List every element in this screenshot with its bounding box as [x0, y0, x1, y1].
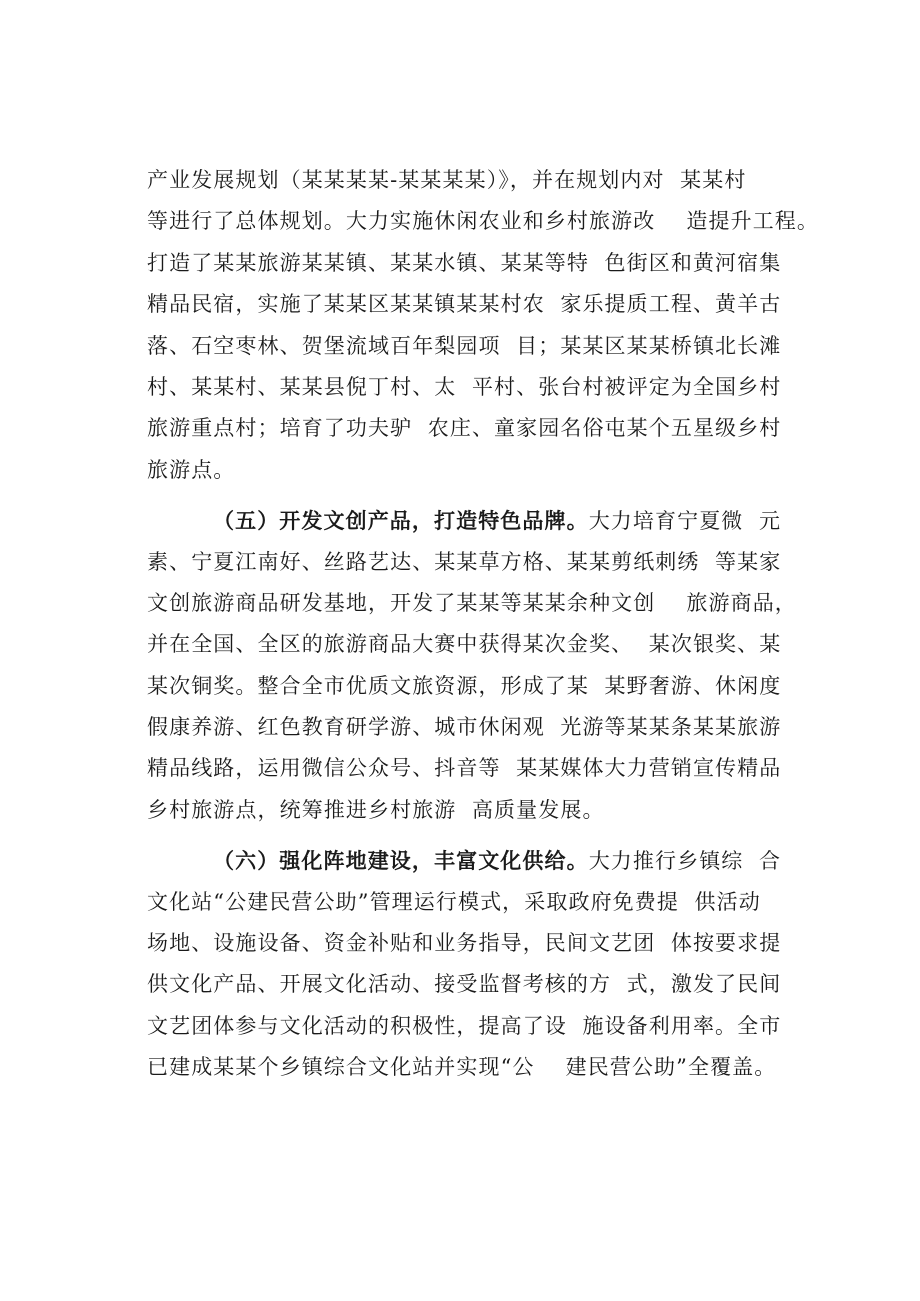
text-line: 精品民宿，实施了某某区某某镇某某村农 家乐提质工程、黄羊古: [147, 292, 782, 317]
text-line: 等进行了总体规划。大力实施休闲农业和乡村旅游改 造提升工程。: [147, 209, 819, 234]
section-heading-5: （五）开发文创产品，打造特色品牌。: [213, 508, 589, 534]
paragraph-gap: [147, 831, 837, 840]
text-line: 村、某某村、某某县倪丁村、太 平村、张台村被评定为全国乡村: [147, 374, 782, 399]
text-line: 打造了某某旅游某某镇、某某水镇、某某等特 色街区和黄河宿集: [147, 250, 782, 275]
text-line: 旅游重点村；培育了功夫驴 农庄、童家园名俗屯某个五星级乡村: [147, 416, 782, 441]
text-line: 场地、设施设备、资金补贴和业务指导，民间文艺团 体按要求提: [147, 931, 782, 956]
text-line: 文创旅游商品研发基地，开发了某某等某某余种文创 旅游商品，: [147, 590, 797, 615]
paragraph-gap: [147, 491, 837, 500]
text-line: 旅游点。: [147, 457, 236, 482]
text-line: 文艺团体参与文化活动的积极性，提高了设 施设备利用率。全市: [147, 1013, 782, 1038]
paragraph-first-line: [147, 840, 837, 881]
text-line: 假康养游、红色教育研学游、城市休闲观 光游等某某条某某旅游: [147, 715, 782, 740]
section-heading-6: （六）强化阵地建设，丰富文化供给。: [213, 848, 589, 874]
paragraph-rural-tourism: [147, 160, 837, 491]
text-line: 素、宁夏江南好、丝路艺达、某某草方格、某某剪纸刺绣 等某家: [147, 549, 782, 574]
text-line: 已建成某某个乡镇综合文化站并实现“公 建民营公助”全覆盖。: [147, 1055, 777, 1080]
text-line: 产业发展规划（某某某某-某某某某）》，并在规划内对 某某村: [147, 168, 747, 192]
text-line: 乡村旅游点，统筹推进乡村旅游 高质量发展。: [147, 797, 605, 822]
document-body: [147, 160, 837, 1089]
text-run: 大力推行乡镇综 合: [588, 849, 782, 874]
paragraph-cultural-products: [147, 500, 837, 831]
text-line: 某次铜奖。整合全市优质文旅资源，形成了某 某野奢游、休闲度: [147, 673, 782, 698]
text-line: 供文化产品、开展文化活动、接受监督考核的方 式，激发了民间: [147, 972, 782, 997]
text-line: 并在全国、全区的旅游商品大赛中获得某次金奖、 某次银奖、某: [147, 632, 782, 657]
paragraph-first-line: [147, 500, 837, 541]
text-run: 大力培育宁夏微 元: [588, 509, 782, 534]
text-line: 精品线路，运用微信公众号、抖音等 某某媒体大力营销宣传精品: [147, 756, 782, 781]
text-line: 文化站“公建民营公助”管理运行模式，采取政府免费提 供活动: [147, 889, 761, 914]
text-line: 落、石空枣林、贺堡流域百年梨园项 目；某某区某某桥镇北长滩: [147, 333, 782, 358]
paragraph-cultural-venues: [147, 840, 837, 1088]
